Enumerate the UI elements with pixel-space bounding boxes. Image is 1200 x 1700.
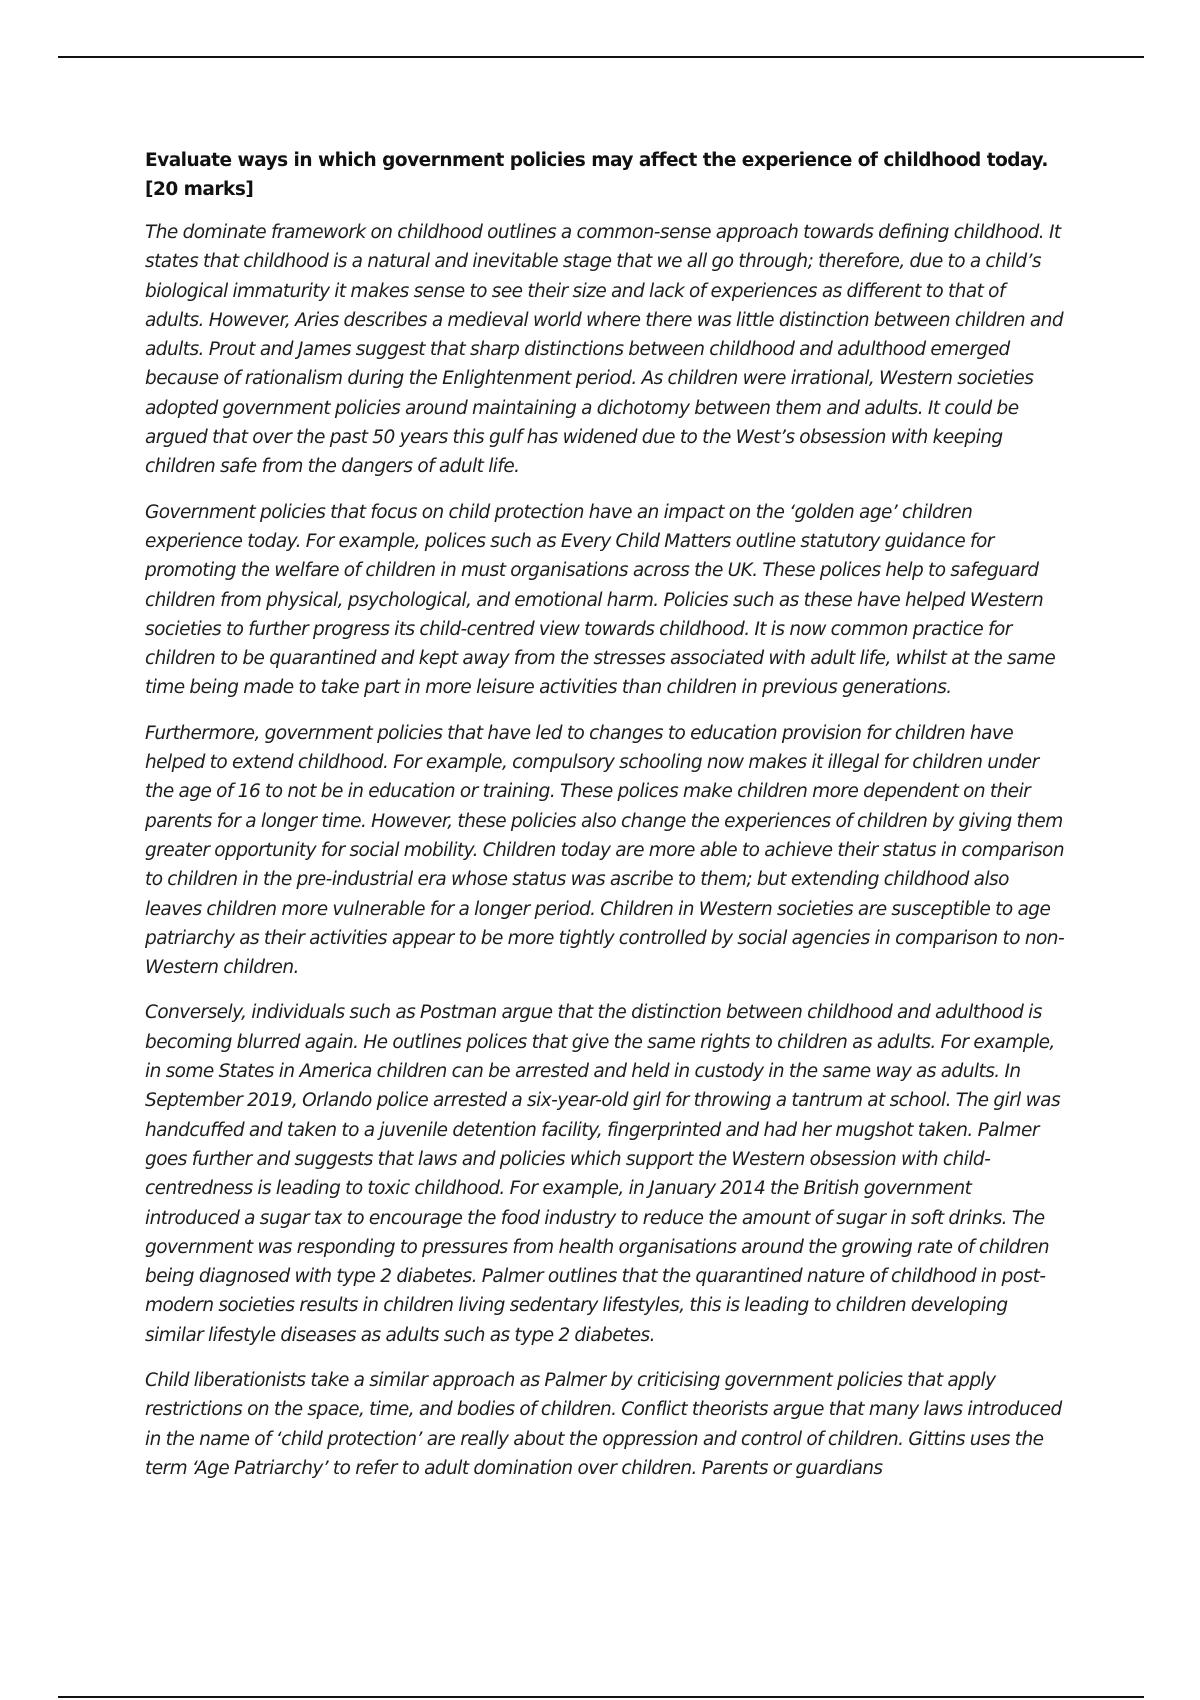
paragraph-child-protection: Government policies that focus on child protection have an impact on the ‘golden age’ children experience today. For example, polices such as Every Child Matters outline statutory guidance for promoting the welfare of children in must organisations across the UK. These polices help to safeguard children from physical, psychological, and emotional harm. Policies such as these have helped Western societies to further progress its child-centred view towards childhood. It is now common practice for children to be quarantined and kept away from the stresses associated with adult life, whilst at the same time being made to take part in more leisure activities than children in previous generations.: [145, 501, 1056, 699]
bottom-rule: [58, 1696, 1144, 1698]
paragraph-child-liberationists: Child liberationists take a similar approach as Palmer by criticising government policies that apply restrictions on the space, time, and bodies of children. Conflict theorists argue that many laws introduced in the name of ‘child protection’ are really about the oppression and control of children. Gittins uses the term ‘Age Patriarchy’ to refer to adult domination over children. Parents or guardians: [145, 1369, 1062, 1479]
document-body: [145, 146, 1065, 1499]
top-rule: [58, 56, 1144, 58]
paragraph-dominant-framework: The dominate framework on childhood outlines a common-sense approach towards defining childhood. It states that childhood is a natural and inevitable stage that we all go through; therefore, due to a child’s biological immaturity it makes sense to see their size and lack of experiences as different to that of adults. However, Aries describes a medieval world where there was little distinction between children and adults. Prout and James suggest that sharp distinctions between childhood and adulthood emerged because of rationalism during the Enlightenment period. As children were irrational, Western societies adopted government policies around maintaining a dichotomy between them and adults. It could be argued that over the past 50 years this gulf has widened due to the West’s obsession with keeping children safe from the dangers of adult life.: [145, 222, 1064, 478]
paragraph-postman-palmer: Conversely, individuals such as Postman argue that the distinction between childhood and adulthood is becoming blurred again. He outlines polices that give the same rights to children as adults. For example, in some States in America children can be arrested and held in custody in the same way as adults. In September 2019, Orlando police arrested a six-year-old girl for throwing a tantrum at school. The girl was handcuffed and taken to a juvenile detention facility, fingerprinted and had her mugshot taken. Palmer goes further and suggests that laws and policies which support the Western obsession with child-centredness is leading to toxic childhood. For example, in January 2014 the British government introduced a sugar tax to encourage the food industry to reduce the amount of sugar in soft drinks. The government was responding to pressures from health organisations around the growing rate of children being diagnosed with type 2 diabetes. Palmer outlines that the quarantined nature of childhood in post-modern societies results in children living sedentary lifestyles, this is leading to children developing similar lifestyle diseases as adults such as type 2 diabetes.: [145, 1002, 1061, 1346]
paragraph-education-provision: Furthermore, government policies that have led to changes to education provision for children have helped to extend childhood. For example, compulsory schooling now makes it illegal for children under the age of 16 to not be in education or training. These polices make children more dependent on their parents for a longer time. However, these policies also change the experiences of children by giving them greater opportunity for social mobility. Children today are more able to achieve their status in comparison to children in the pre-industrial era whose status was ascribe to them; but extending childhood also leaves children more vulnerable for a longer period. Children in Western societies are susceptible to age patriarchy as their activities appear to be more tightly controlled by social agencies in comparison to non-Western children.: [145, 722, 1065, 979]
essay-question-title: Evaluate ways in which government policies may affect the experience of childhood today. [20 marks]: [145, 150, 1048, 200]
